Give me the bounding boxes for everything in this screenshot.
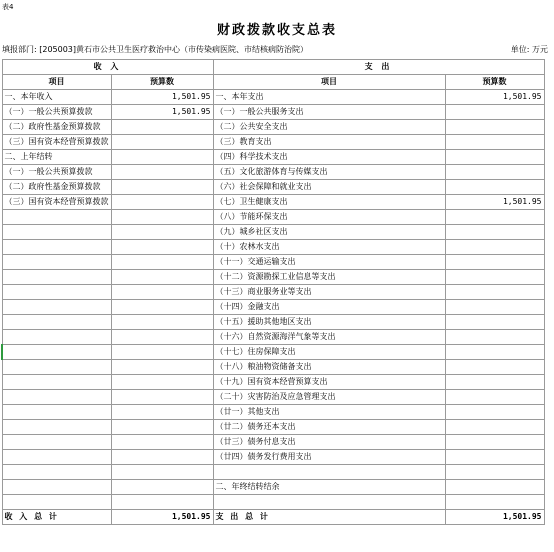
income-item-cell[interactable] <box>2 450 111 465</box>
expense-amount-cell[interactable] <box>445 210 544 225</box>
expense-amount-cell[interactable] <box>445 345 544 360</box>
income-amount-cell[interactable] <box>111 435 213 450</box>
expense-item-cell[interactable]: （廿四）债务发行费用支出 <box>213 450 445 465</box>
income-amount-cell[interactable] <box>111 285 213 300</box>
reporting-entity: 填报部门: [205003]黄石市公共卫生医疗救治中心（市传染病医院、市结核病防治院） <box>2 45 309 54</box>
expense-amount-cell[interactable]: 1,501.95 <box>445 90 544 105</box>
expense-item-cell[interactable]: （十二）资源勘探工业信息等支出 <box>213 270 445 285</box>
expense-amount-cell[interactable] <box>445 240 544 255</box>
table-row <box>2 405 544 420</box>
income-amount-cell[interactable] <box>111 180 213 195</box>
table-row <box>2 360 544 375</box>
table-row <box>2 480 544 495</box>
table-row <box>2 120 544 135</box>
table-row <box>2 345 544 360</box>
income-amount-cell[interactable] <box>111 225 213 240</box>
expense-amount-cell[interactable] <box>445 480 544 495</box>
income-amount-cell[interactable] <box>111 240 213 255</box>
table-row <box>2 195 544 210</box>
expense-total-label[interactable]: 支 出 总 计 <box>213 510 445 525</box>
column-header-row <box>2 75 544 90</box>
expense-amount-cell[interactable] <box>445 285 544 300</box>
income-item-cell[interactable] <box>2 255 111 270</box>
expense-item-cell[interactable]: （八）节能环保支出 <box>213 210 445 225</box>
expense-item-cell[interactable] <box>213 495 445 510</box>
income-amount-cell[interactable] <box>111 375 213 390</box>
income-item-cell[interactable]: 二、上年结转 <box>2 150 111 165</box>
expense-total-amount[interactable]: 1,501.95 <box>445 510 544 525</box>
expense-item-cell[interactable]: （十四）金融支出 <box>213 300 445 315</box>
expense-amount-cell[interactable] <box>445 330 544 345</box>
income-amount-cell[interactable] <box>111 420 213 435</box>
expense-amount-cell[interactable] <box>445 225 544 240</box>
income-amount-cell[interactable] <box>111 315 213 330</box>
income-amount-cell[interactable] <box>111 330 213 345</box>
income-amount-cell[interactable] <box>111 405 213 420</box>
income-amount-cell[interactable] <box>111 390 213 405</box>
expense-item-cell[interactable]: （二）公共安全支出 <box>213 120 445 135</box>
expense-amount-cell[interactable] <box>445 180 544 195</box>
expense-item-cell[interactable]: 一、本年支出 <box>213 90 445 105</box>
expense-item-cell[interactable]: （六）社会保障和就业支出 <box>213 180 445 195</box>
expense-amount-cell[interactable] <box>445 495 544 510</box>
expense-item-cell[interactable]: （廿三）债务付息支出 <box>213 435 445 450</box>
expense-item-cell[interactable]: （十七）住房保障支出 <box>213 345 445 360</box>
income-amount-cell[interactable]: 1,501.95 <box>111 90 213 105</box>
table-row <box>2 255 544 270</box>
table-row <box>2 150 544 165</box>
income-budget-header[interactable]: 预算数 <box>111 75 213 90</box>
income-item-cell[interactable]: （一）一般公共预算拨款 <box>2 105 111 120</box>
expense-amount-cell[interactable] <box>445 405 544 420</box>
expense-amount-cell[interactable] <box>445 450 544 465</box>
expense-amount-cell[interactable] <box>445 315 544 330</box>
income-amount-cell[interactable] <box>111 480 213 495</box>
expense-amount-cell[interactable] <box>445 420 544 435</box>
income-item-cell[interactable]: （三）国有资本经营预算拨款 <box>2 195 111 210</box>
income-item-cell[interactable] <box>2 480 111 495</box>
expense-amount-cell[interactable] <box>445 375 544 390</box>
income-amount-cell[interactable] <box>111 135 213 150</box>
income-amount-cell[interactable] <box>111 120 213 135</box>
income-item-cell[interactable] <box>2 405 111 420</box>
expense-item-cell[interactable]: （十八）粮油物资储备支出 <box>213 360 445 375</box>
expense-item-cell[interactable]: （十三）商业服务业等支出 <box>213 285 445 300</box>
expense-header[interactable]: 支 出 <box>213 60 544 75</box>
table-row <box>2 105 544 120</box>
expense-item-cell[interactable]: （十九）国有资本经营预算支出 <box>213 375 445 390</box>
expense-item-cell[interactable]: （七）卫生健康支出 <box>213 195 445 210</box>
income-total-label[interactable]: 收 入 总 计 <box>2 510 111 525</box>
income-amount-cell[interactable] <box>111 360 213 375</box>
expense-item-cell[interactable]: （廿一）其他支出 <box>213 405 445 420</box>
expense-item-cell[interactable]: （五）文化旅游体育与传媒支出 <box>213 165 445 180</box>
income-item-cell[interactable] <box>2 210 111 225</box>
table-row <box>2 420 544 435</box>
expense-item-header[interactable]: 项目 <box>213 75 445 90</box>
income-item-cell[interactable] <box>2 420 111 435</box>
expense-item-cell[interactable]: （十）农林水支出 <box>213 240 445 255</box>
income-item-cell[interactable] <box>2 240 111 255</box>
expense-amount-cell[interactable] <box>445 255 544 270</box>
income-amount-cell[interactable] <box>111 195 213 210</box>
sheet-label: 表4 <box>2 3 14 11</box>
income-amount-cell[interactable] <box>111 270 213 285</box>
income-item-cell[interactable] <box>2 435 111 450</box>
table-row <box>2 315 544 330</box>
income-item-cell[interactable]: （一）一般公共预算拨款 <box>2 165 111 180</box>
expense-item-cell[interactable]: （二十）灾害防治及应急管理支出 <box>213 390 445 405</box>
table-row <box>2 210 544 225</box>
table-row <box>2 135 544 150</box>
table-row <box>2 270 544 285</box>
expense-amount-cell[interactable] <box>445 270 544 285</box>
table-row <box>2 450 544 465</box>
table-row <box>2 300 544 315</box>
income-item-cell[interactable] <box>2 300 111 315</box>
table-row <box>2 90 544 105</box>
income-item-cell[interactable] <box>2 390 111 405</box>
expense-amount-cell[interactable]: 1,501.95 <box>445 195 544 210</box>
income-total-amount[interactable]: 1,501.95 <box>111 510 213 525</box>
income-amount-cell[interactable] <box>111 345 213 360</box>
expense-amount-cell[interactable] <box>445 105 544 120</box>
income-header[interactable]: 收 入 <box>2 60 213 75</box>
budget-table <box>1 59 545 525</box>
income-item-cell[interactable] <box>2 375 111 390</box>
income-item-cell[interactable] <box>2 345 111 360</box>
expense-item-cell[interactable]: 二、年终结转结余 <box>213 480 445 495</box>
income-item-cell[interactable] <box>2 225 111 240</box>
table-row <box>2 375 544 390</box>
expense-item-cell[interactable]: （九）城乡社区支出 <box>213 225 445 240</box>
income-item-cell[interactable] <box>2 270 111 285</box>
expense-amount-cell[interactable] <box>445 390 544 405</box>
income-item-cell[interactable]: （二）政府性基金预算拨款 <box>2 180 111 195</box>
expense-item-cell[interactable] <box>213 465 445 480</box>
table-row <box>2 240 544 255</box>
table-row <box>2 165 544 180</box>
income-item-cell[interactable]: （二）政府性基金预算拨款 <box>2 120 111 135</box>
expense-amount-cell[interactable] <box>445 120 544 135</box>
expense-item-cell[interactable]: （十一）交通运输支出 <box>213 255 445 270</box>
income-amount-cell[interactable]: 1,501.95 <box>111 105 213 120</box>
table-row <box>2 495 544 510</box>
table-row <box>2 435 544 450</box>
table-row <box>2 180 544 195</box>
section-header-row <box>2 60 544 75</box>
income-amount-cell[interactable] <box>111 210 213 225</box>
income-amount-cell[interactable] <box>111 450 213 465</box>
unit-label: 单位: 万元 <box>510 45 548 54</box>
expense-budget-header[interactable]: 预算数 <box>445 75 544 90</box>
income-amount-cell[interactable] <box>111 150 213 165</box>
income-amount-cell[interactable] <box>111 300 213 315</box>
income-item-cell[interactable] <box>2 360 111 375</box>
table-row <box>2 225 544 240</box>
income-item-cell[interactable] <box>2 465 111 480</box>
totals-row <box>2 510 544 525</box>
income-item-cell[interactable] <box>2 330 111 345</box>
expense-amount-cell[interactable] <box>445 360 544 375</box>
income-item-cell[interactable]: 一、本年收入 <box>2 90 111 105</box>
table-row <box>2 330 544 345</box>
expense-item-cell[interactable]: （四）科学技术支出 <box>213 150 445 165</box>
table-row <box>2 285 544 300</box>
expense-amount-cell[interactable] <box>445 165 544 180</box>
income-item-cell[interactable] <box>2 495 111 510</box>
income-item-cell[interactable]: （三）国有资本经营预算拨款 <box>2 135 111 150</box>
income-item-cell[interactable] <box>2 315 111 330</box>
report-meta <box>2 44 552 55</box>
income-item-cell[interactable] <box>2 285 111 300</box>
income-item-header[interactable]: 项目 <box>2 75 111 90</box>
table-row <box>2 390 544 405</box>
income-amount-cell[interactable] <box>111 465 213 480</box>
expense-amount-cell[interactable] <box>445 465 544 480</box>
expense-item-cell[interactable]: （十五）援助其他地区支出 <box>213 315 445 330</box>
income-amount-cell[interactable] <box>111 255 213 270</box>
expense-item-cell[interactable]: （一）一般公共服务支出 <box>213 105 445 120</box>
income-amount-cell[interactable] <box>111 495 213 510</box>
expense-amount-cell[interactable] <box>445 435 544 450</box>
report-title: 财政拨款收支总表 <box>216 23 337 38</box>
table-row <box>2 465 544 480</box>
expense-item-cell[interactable]: （三）教育支出 <box>213 135 445 150</box>
expense-amount-cell[interactable] <box>445 135 544 150</box>
expense-amount-cell[interactable] <box>445 150 544 165</box>
expense-item-cell[interactable]: （廿二）债务还本支出 <box>213 420 445 435</box>
expense-item-cell[interactable]: （十六）自然资源海洋气象等支出 <box>213 330 445 345</box>
expense-amount-cell[interactable] <box>445 300 544 315</box>
income-amount-cell[interactable] <box>111 165 213 180</box>
